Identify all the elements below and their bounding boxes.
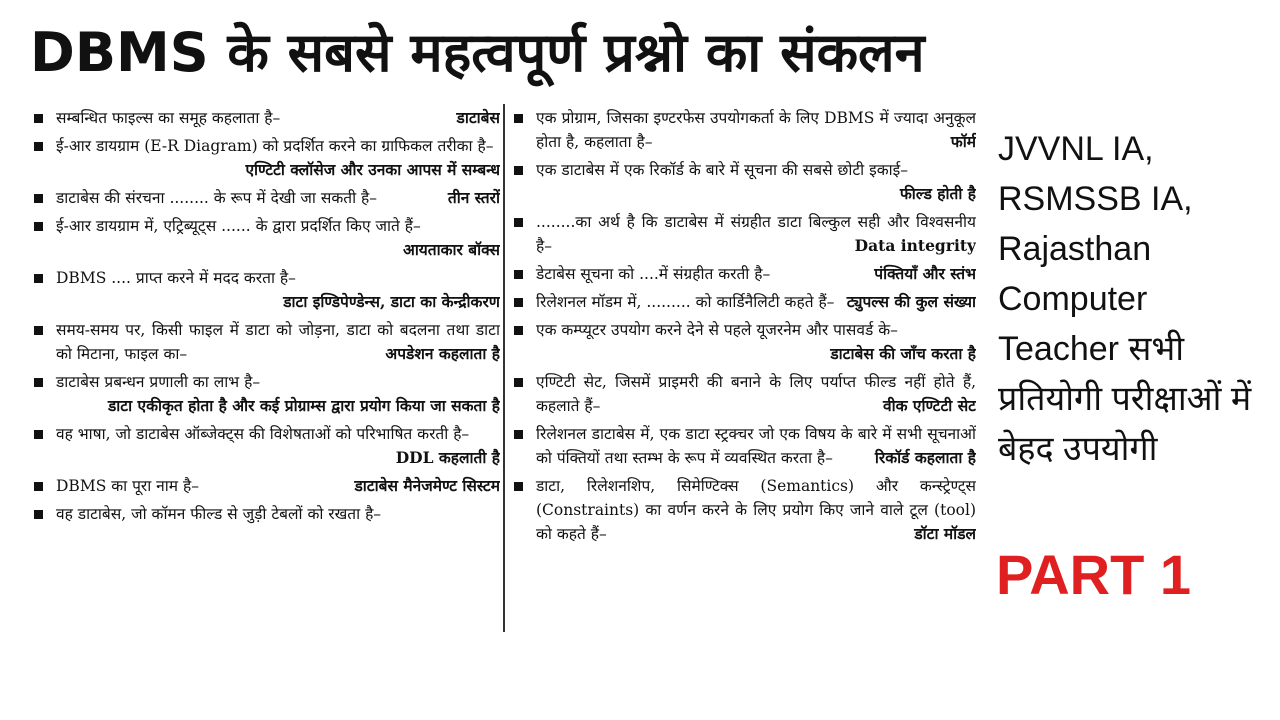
answer-text: एण्टिटी क्लॉसेज और उनका आपस में सम्बन्ध — [245, 160, 500, 179]
square-bullet-icon — [34, 510, 43, 519]
question-text: डाटा, रिलेशनशिप, सिमेण्टिक्स (Semantics) और कन्स्ट्रेण्ट्स (Constraints) का वर्णन करने के लिए प्रयोग किए जाने वाले टूल (tool) को कहते हैं– — [536, 477, 976, 543]
question-text: समय-समय पर, किसी फाइल में डाटा को जोड़ना, डाटा को बदलना तथा डाटा को मिटाना, फाइल का– — [56, 321, 500, 363]
square-bullet-icon — [514, 378, 523, 387]
question-item — [30, 422, 500, 470]
question-item — [510, 262, 976, 286]
question-item — [510, 318, 976, 366]
question-item — [30, 318, 500, 366]
question-text: ई-आर डायग्राम में, एट्रिब्यूट्स ...... के द्वारा प्रदर्शित किए जाते हैं– — [56, 217, 421, 235]
square-bullet-icon — [34, 114, 43, 123]
question-item — [510, 474, 976, 546]
answer-text: डॉटा मॉडल — [914, 524, 976, 543]
answer-text: ट्युपल्स की कुल संख्या — [846, 292, 976, 311]
answer-text: डाटा इण्डिपेण्डेन्स, डाटा का केन्द्रीकरण — [283, 292, 500, 311]
square-bullet-icon — [34, 274, 43, 283]
left-question-column — [30, 106, 500, 632]
answer-text: फील्ड होती है — [899, 184, 976, 203]
square-bullet-icon — [34, 482, 43, 491]
page-title: DBMS के सबसे महत्वपूर्ण प्रश्नो का संकलन — [30, 21, 925, 84]
question-item — [30, 106, 500, 130]
question-item — [30, 474, 500, 498]
square-bullet-icon — [514, 114, 523, 123]
question-item — [30, 370, 500, 418]
square-bullet-icon — [514, 482, 523, 491]
question-item — [510, 290, 976, 314]
question-text: DBMS .... प्राप्त करने में मदद करता है– — [56, 269, 296, 287]
question-item — [30, 134, 500, 182]
question-item — [30, 266, 500, 314]
answer-text: डाटा एकीकृत होता है और कई प्रोग्राम्स द्वारा प्रयोग किया जा सकता है — [108, 396, 500, 415]
question-text: वह डाटाबेस, जो कॉमन फील्ड से जुड़ी टेबलों को रखता है– — [56, 505, 382, 523]
question-item — [510, 106, 976, 154]
answer-text: पंक्तियाँ और स्तंभ — [874, 264, 976, 283]
answer-text: Data integrity — [854, 236, 976, 255]
square-bullet-icon — [514, 298, 523, 307]
square-bullet-icon — [514, 218, 523, 227]
question-text: डाटाबेस प्रबन्धन प्रणाली का लाभ है– — [56, 373, 261, 391]
question-item — [30, 502, 500, 526]
square-bullet-icon — [514, 430, 523, 439]
question-item — [510, 210, 976, 258]
answer-text: वीक एण्टिटी सेट — [882, 396, 976, 415]
answer-text: डाटाबेस की जाँच करता है — [830, 344, 976, 363]
column-divider — [503, 104, 505, 632]
answer-text: रिकॉर्ड कहलाता है — [874, 448, 976, 467]
question-text: वह भाषा, जो डाटाबेस ऑब्जेक्ट्स की विशेषताओं को परिभाषित करती है– — [56, 425, 470, 443]
answer-text: फॉर्म — [950, 132, 976, 151]
question-text: सम्बन्धित फाइल्स का समूह कहलाता है– — [56, 109, 281, 127]
square-bullet-icon — [34, 222, 43, 231]
question-text: एक डाटाबेस में एक रिकॉर्ड के बारे में सूचना की सबसे छोटी इकाई– — [536, 161, 909, 179]
question-text: रिलेशनल मॉडम में, ......... को कार्डिनैलिटी कहते हैं– — [536, 293, 835, 311]
answer-text: DDL कहलाती है — [395, 448, 500, 467]
question-item — [510, 158, 976, 206]
question-text: रिलेशनल डाटाबेस में, एक डाटा स्ट्रक्चर जो एक विषय के बारे में सभी सूचनाओं को पंक्तियों तथा स्तम्भ के रूप में व्यवस्थित करता है– — [536, 425, 976, 467]
question-text: डाटाबेस की संरचना ........ के रूप में देखी जा सकती है– — [56, 189, 378, 207]
part-label: PART 1 — [996, 543, 1191, 606]
question-text: डेटाबेस सूचना को ....में संग्रहीत करती है– — [536, 265, 771, 283]
question-text: ........का अर्थ है कि डाटाबेस में संग्रहीत डाटा बिल्कुल सही और विश्वसनीय है– — [536, 213, 976, 255]
question-text: एण्टिटी सेट, जिसमें प्राइमरी की बनाने के लिए पर्याप्त फील्ड नहीं होते हैं, कहलाते हैं– — [536, 373, 976, 415]
square-bullet-icon — [514, 326, 523, 335]
question-text: एक प्रोग्राम, जिसका इण्टरफेस उपयोगकर्ता के लिए DBMS में ज्यादा अनुकूल होता है, कहलाता है– — [536, 109, 976, 151]
question-text: DBMS का पूरा नाम है– — [56, 477, 199, 495]
question-text: ई-आर डायग्राम (E-R Diagram) को प्रदर्शित करने का ग्राफिकल तरीका है– — [56, 137, 494, 155]
square-bullet-icon — [34, 430, 43, 439]
right-question-column — [510, 106, 976, 632]
answer-text: डाटाबेस मैनेजमेण्ट सिस्टम — [354, 476, 500, 495]
answer-text: अपडेशन कहलाता है — [385, 344, 500, 363]
square-bullet-icon — [514, 166, 523, 175]
square-bullet-icon — [34, 378, 43, 387]
question-item — [30, 186, 500, 210]
square-bullet-icon — [514, 270, 523, 279]
question-text: एक कम्प्यूटर उपयोग करने देने से पहले यूजरनेम और पासवर्ड के– — [536, 321, 898, 339]
question-item — [510, 370, 976, 418]
square-bullet-icon — [34, 142, 43, 151]
exam-relevance-note: JVVNL IA, RSMSSB IA, Rajasthan Computer Teacher सभी प्रतियोगी परीक्षाओं में बेहद उपयोगी — [998, 130, 1252, 468]
answer-text: तीन स्तरों — [447, 188, 500, 207]
answer-text: डाटाबेस — [456, 108, 500, 127]
square-bullet-icon — [34, 194, 43, 203]
question-item — [30, 214, 500, 262]
question-item — [510, 422, 976, 470]
answer-text: आयताकार बॉक्स — [402, 240, 500, 259]
square-bullet-icon — [34, 326, 43, 335]
